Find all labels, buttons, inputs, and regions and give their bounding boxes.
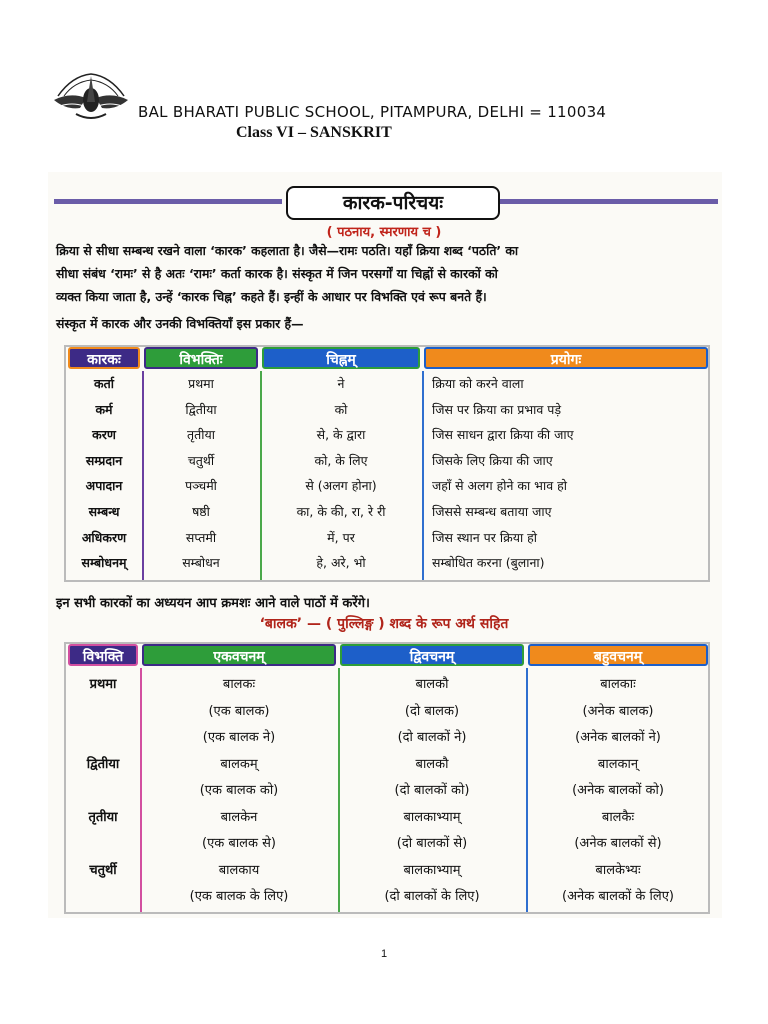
- vibhakti-cell: चतुर्थी: [187, 452, 215, 468]
- bahuvachanam-cell: बालकैः: [601, 809, 635, 825]
- vibhakti-cell: तृतीया: [187, 427, 215, 443]
- ekavachanam-cell: बालकः: [222, 677, 256, 692]
- vibhakti-cell: सप्तमी: [185, 529, 217, 545]
- ekavachanam-cell: बालकम्: [220, 756, 258, 772]
- chihnam-cell: से, के द्वारा: [316, 427, 366, 443]
- prayog-cell: जहाँ से अलग होने का भाव हो: [432, 478, 568, 494]
- balak-heading: ‘बालक’ — ( पुल्लिङ्ग ) शब्द के रूप अर्थ सहित: [259, 616, 509, 632]
- chihnam-cell: को: [334, 401, 348, 417]
- prayog-cell: सम्बोधित करना (बुलाना): [432, 555, 545, 571]
- dvivachanam-cell: (दो बालकों से): [396, 836, 468, 851]
- dvivachanam-cell: बालकौ: [415, 677, 449, 692]
- ekavachanam-cell: (एक बालक ने): [202, 730, 276, 745]
- dvivachanam-cell: बालकौ: [415, 756, 449, 772]
- bahuvachanam-cell: बालकेभ्यः: [595, 862, 641, 878]
- class-line: Class VI – SANSKRIT: [236, 124, 392, 141]
- intro-line-3: व्यक्त किया जाता है, उन्हें ‘कारक चिह्न’ कहते हैं। इन्हीं के आधार पर विभक्ति एवं रूप बनते हैं।: [56, 289, 487, 304]
- intro-line-4: संस्कृत में कारक और उनकी विभक्तियाँ इस प्रकार हैं—: [56, 316, 304, 331]
- dvivachanam-cell: (दो बालकों को): [394, 783, 470, 798]
- vibhakti-cell: षष्ठी: [192, 504, 210, 519]
- intro-line-2: सीधा संबंध ‘रामः’ से है अतः ‘रामः’ कर्ता कारक है। संस्कृत में जिन परसर्गों या चिह्नों से कारकों को: [56, 266, 498, 281]
- balak-table: [64, 642, 710, 914]
- ekavachanam-cell: बालकाय: [218, 862, 260, 878]
- vibhakti-cell: द्वितीया: [86, 756, 120, 772]
- page-number: 1: [380, 948, 388, 960]
- vibhakti-cell: प्रथमा: [188, 376, 214, 391]
- header-ekavachanam: एकवचनम्: [142, 644, 336, 666]
- prayog-cell: जिस साधन द्वारा क्रिया की जाए: [432, 427, 574, 443]
- school-logo: [50, 62, 132, 124]
- ekavachanam-cell: (एक बालक): [208, 703, 270, 719]
- header-chihnam: चिह्नम्: [262, 347, 420, 369]
- ekavachanam-cell: बालकेन: [220, 809, 258, 825]
- dvivachanam-cell: (दो बालकों के लिए): [384, 889, 480, 904]
- title-rule-right: [500, 199, 718, 204]
- karak-cell: सम्बोधनम्: [81, 555, 127, 571]
- dvivachanam-cell: (दो बालकों ने): [397, 730, 467, 745]
- karak-cell: सम्प्रदान: [85, 452, 123, 468]
- vibhakti-cell: चतुर्थी: [89, 862, 117, 878]
- chihnam-cell: से (अलग होना): [305, 478, 377, 494]
- prayog-cell: जिससे सम्बन्ध बताया जाए: [432, 504, 552, 519]
- study-note: इन सभी कारकों का अध्ययन आप क्रमशः आने वाले पाठों में करेंगे।: [56, 596, 370, 611]
- prayog-cell: जिस पर क्रिया का प्रभाव पड़े: [432, 401, 562, 417]
- vibhakti-cell: तृतीया: [88, 809, 118, 825]
- vibhakti-cell: सम्बोधन: [182, 555, 220, 571]
- header-prayog: प्रयोगः: [424, 347, 708, 369]
- school-name: BAL BHARATI PUBLIC SCHOOL, PITAMPURA, DELHI = 110034: [138, 103, 607, 121]
- bahuvachanam-cell: (अनेक बालकों ने): [575, 730, 661, 745]
- karak-cell: अधिकरण: [81, 529, 127, 545]
- intro-line-1: क्रिया से सीधा सम्बन्ध रखने वाला ‘कारक’ कहलाता है। जैसे—रामः पठति। यहाँ क्रिया शब्द ‘पठति’ का: [56, 243, 519, 258]
- dvivachanam-cell: बालकाभ्याम्: [403, 809, 461, 825]
- vibhakti-cell: प्रथमा: [89, 677, 117, 692]
- karak-cell: करण: [92, 427, 116, 443]
- bahuvachanam-cell: बालकान्: [597, 756, 639, 772]
- bahuvachanam-cell: (अनेक बालक): [582, 703, 654, 719]
- chihnam-cell: ने: [337, 376, 345, 391]
- chihnam-cell: का, के की, रा, रे री: [296, 504, 386, 519]
- vibhakti-cell: पञ्चमी: [185, 478, 217, 494]
- prayog-cell: क्रिया को करने वाला: [432, 376, 524, 391]
- chihnam-cell: में, पर: [327, 529, 355, 545]
- chihnam-cell: को, के लिए: [314, 452, 368, 468]
- bahuvachanam-cell: (अनेक बालकों से): [574, 836, 662, 851]
- page-subtitle: ( पठनाय, स्मरणाय च ): [326, 225, 442, 240]
- ekavachanam-cell: (एक बालक को): [199, 783, 279, 798]
- dvivachanam-cell: (दो बालक): [404, 703, 460, 719]
- chihnam-cell: हे, अरे, भो: [316, 555, 366, 571]
- header-bahuvachanam: बहुवचनम्: [528, 644, 708, 666]
- column-divider: [422, 371, 424, 580]
- bahuvachanam-cell: बालकाः: [600, 677, 636, 692]
- header-dvivachanam: द्विवचनम्: [340, 644, 524, 666]
- dvivachanam-cell: बालकाभ्याम्: [403, 862, 461, 878]
- prayog-cell: जिस स्थान पर क्रिया हो: [432, 529, 538, 545]
- title-rule-left: [54, 199, 282, 204]
- bahuvachanam-cell: (अनेक बालकों के लिए): [562, 889, 674, 904]
- header-vibhakti: विभक्तिः: [144, 347, 258, 369]
- karak-cell: कर्म: [95, 401, 113, 417]
- karak-cell: अपादान: [85, 478, 123, 494]
- karak-cell: सम्बन्ध: [88, 504, 120, 519]
- ekavachanam-cell: (एक बालक के लिए): [189, 889, 289, 904]
- header-vibhakti: विभक्ति: [68, 644, 138, 666]
- karak-cell: कर्ता: [94, 376, 114, 391]
- ekavachanam-cell: (एक बालक से): [202, 836, 276, 851]
- vibhakti-cell: द्वितीया: [185, 401, 217, 417]
- prayog-cell: जिसके लिए क्रिया की जाए: [432, 452, 553, 468]
- karak-table: [64, 345, 710, 582]
- page-title: कारक-परिचयः: [286, 186, 500, 220]
- bahuvachanam-cell: (अनेक बालकों को): [572, 783, 664, 798]
- header-karak: कारकः: [68, 347, 140, 369]
